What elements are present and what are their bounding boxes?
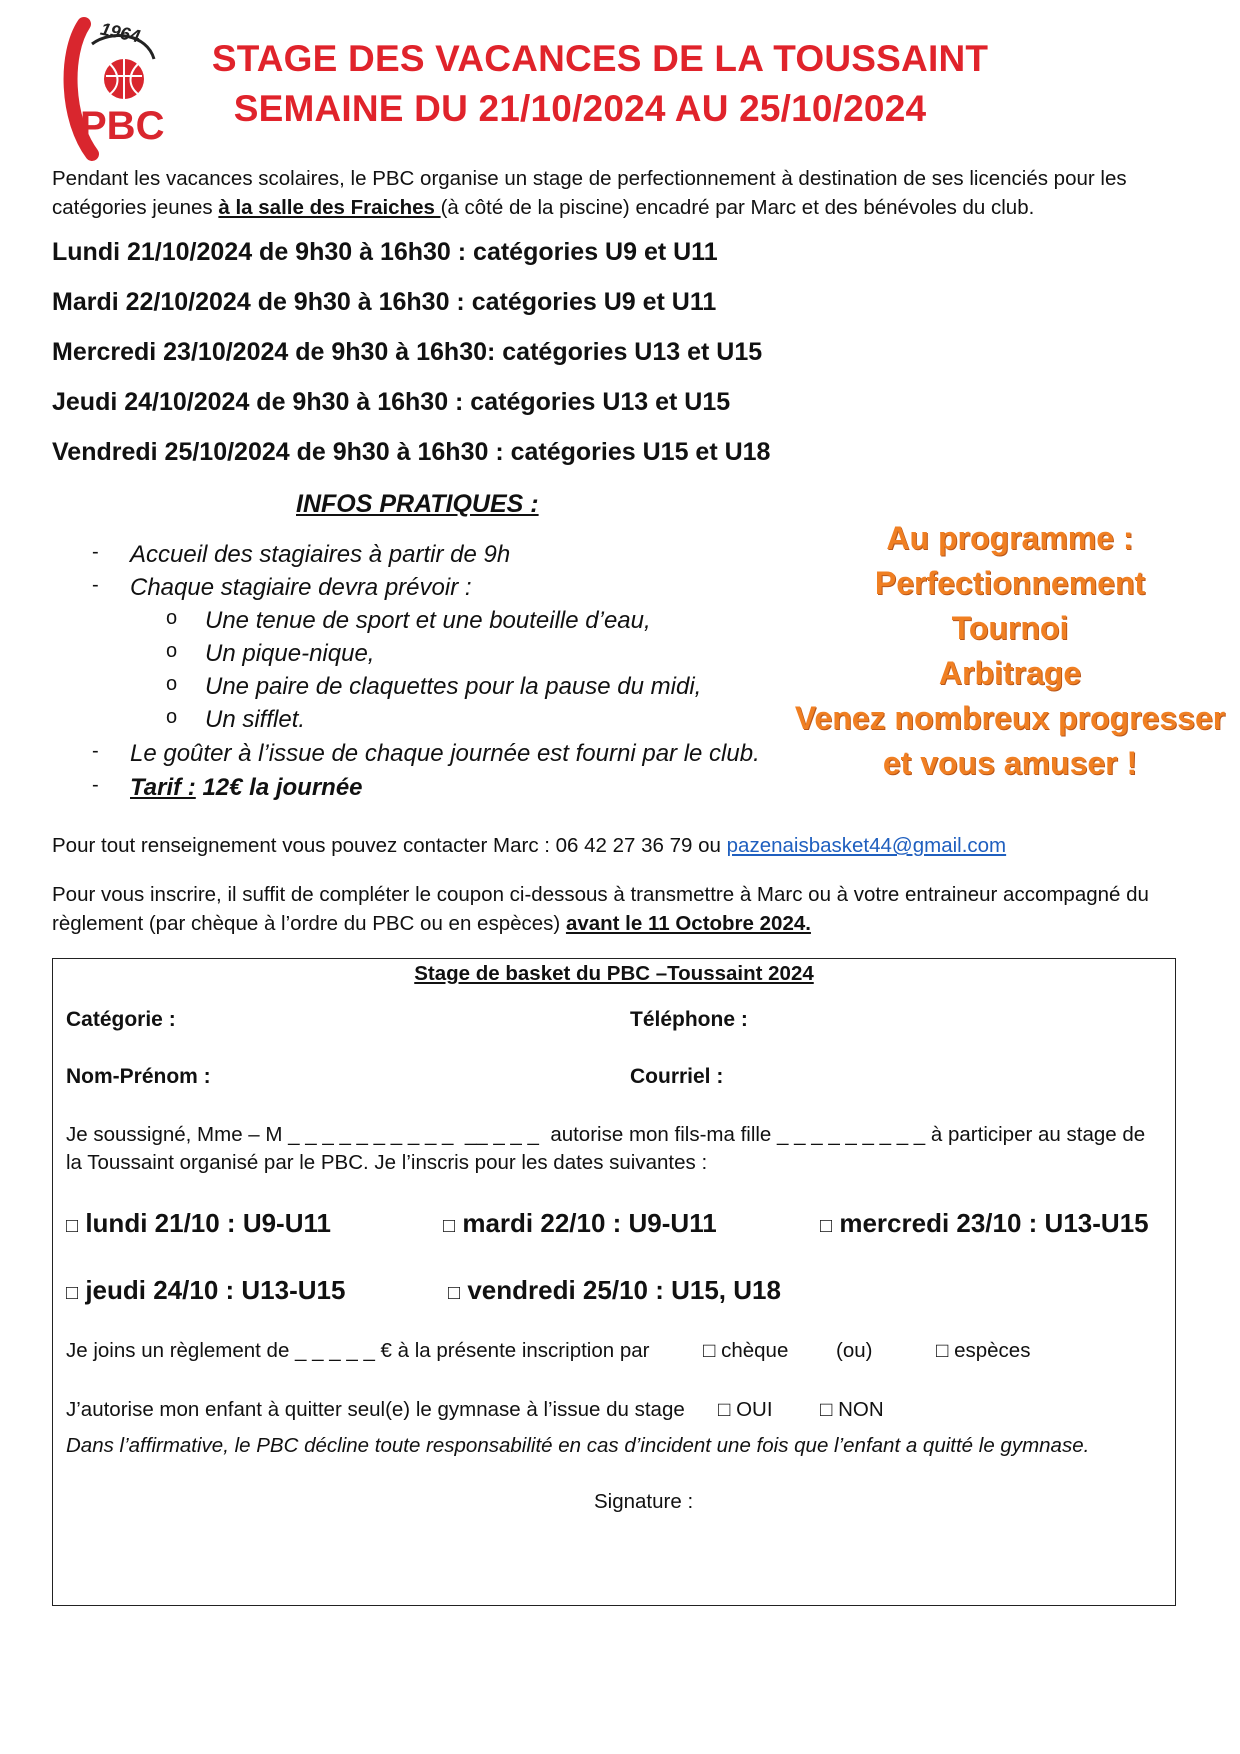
or-text: (ou): [836, 1339, 873, 1362]
soussigne-line-1: Je soussigné, Mme – M _ _ _ _ _ _ _ _ _ _ __ _ _ _ autorise mon fils-ma fille _ _ _ _ _ _ _ _ _ à participer au stage de: [66, 1123, 1146, 1146]
infos-sub-item: Une tenue de sport et une bouteille d’eau,: [205, 607, 651, 634]
list-item: [0, 574, 780, 604]
list-item: [0, 740, 780, 770]
checkbox-icon[interactable]: □: [936, 1339, 949, 1362]
disclaimer-text: Dans l’affirmative, le PBC décline toute responsabilité en cas d’incident une fois que l’enfant a quitté le gymnase.: [66, 1434, 1090, 1457]
option-non[interactable]: [820, 1398, 884, 1422]
promo-line: Venez nombreux progresser: [794, 700, 1226, 736]
promo-block: [780, 516, 1240, 786]
schedule-day-4: Jeudi 24/10/2024 de 9h30 à 16h30 : catégories U13 et U15: [52, 388, 731, 416]
logo-year: 1964: [98, 18, 142, 47]
checkbox-icon[interactable]: □: [820, 1398, 833, 1421]
contact-line: [52, 834, 1006, 858]
page-subtitle: SEMAINE DU 21/10/2024 AU 25/10/2024: [233, 88, 927, 129]
tarif-value: 12€ la journée: [195, 774, 363, 801]
circle-bullet: o: [166, 607, 178, 629]
list-item: [0, 673, 780, 703]
cheque-label: chèque: [721, 1339, 789, 1362]
checkbox-icon[interactable]: □: [443, 1215, 456, 1237]
schedule-day-1: Lundi 21/10/2024 de 9h30 à 16h30 : catégories U9 et U11: [52, 238, 718, 266]
option-oui[interactable]: [718, 1398, 773, 1422]
schedule-day-2: Mardi 22/10/2024 de 9h30 à 16h30 : catégories U9 et U11: [52, 288, 717, 316]
payment-option-especes[interactable]: [936, 1339, 1030, 1363]
soussigne-line-2: la Toussaint organisé par le PBC. Je l’inscris pour les dates suivantes :: [66, 1151, 708, 1174]
circle-bullet: o: [166, 706, 178, 728]
date-option-mardi[interactable]: [443, 1208, 717, 1239]
checkbox-icon[interactable]: □: [66, 1215, 79, 1237]
list-item: [0, 706, 780, 736]
payment-text: Je joins un règlement de _ _ _ _ _ € à la présente inscription par: [66, 1339, 650, 1362]
non-label: NON: [838, 1398, 884, 1421]
date-label: mardi 22/10 : U9-U11: [462, 1208, 717, 1238]
dash-bullet: -: [92, 740, 99, 762]
circle-bullet: o: [166, 640, 178, 662]
date-option-lundi[interactable]: [66, 1208, 331, 1239]
oui-label: OUI: [736, 1398, 773, 1421]
infos-heading: INFOS PRATIQUES :: [296, 490, 539, 518]
email-link[interactable]: pazenaisbasket44@gmail.com: [726, 834, 1007, 857]
date-label: mercredi 23/10 : U13-U15: [839, 1208, 1149, 1238]
infos-sub-item: Un sifflet.: [205, 706, 306, 733]
infos-item-arrival: Accueil des stagiaires à partir de 9h: [130, 541, 511, 568]
promo-line: Perfectionnement: [874, 565, 1146, 601]
date-label: lundi 21/10 : U9-U11: [85, 1208, 331, 1238]
intro-text-2: (à côté de la piscine) encadré par Marc et des bénévoles du club.: [440, 196, 1035, 219]
checkbox-icon[interactable]: □: [703, 1339, 716, 1362]
promo-line: et vous amuser !: [882, 745, 1138, 781]
date-option-mercredi[interactable]: [820, 1208, 1149, 1239]
infos-item-prepare: Chaque stagiaire devra prévoir :: [130, 574, 472, 601]
telephone-label: Téléphone :: [630, 1008, 748, 1031]
list-item: [0, 541, 780, 571]
list-item: [0, 640, 780, 670]
checkbox-icon[interactable]: □: [718, 1398, 731, 1421]
especes-label: espèces: [954, 1339, 1031, 1362]
infos-sub-item: Une paire de claquettes pour la pause du midi,: [205, 673, 702, 700]
checkbox-icon[interactable]: □: [66, 1282, 79, 1304]
inscription-paragraph: [52, 880, 1182, 938]
payment-option-cheque[interactable]: [703, 1339, 788, 1363]
logo-letters: PBC: [80, 104, 165, 148]
promo-line: Arbitrage: [938, 655, 1082, 691]
schedule-day-3: Mercredi 23/10/2024 de 9h30 à 16h30: catégories U13 et U15: [52, 338, 763, 366]
date-label: jeudi 24/10 : U13-U15: [85, 1275, 346, 1305]
date-option-vendredi[interactable]: [448, 1275, 781, 1306]
intro-text-1: Pendant les vacances scolaires, le PBC organise un stage de perfectionnement à destination de ses licenciés pour les catégories jeunes: [52, 167, 1127, 219]
intro-venue: à la salle des Fraiches: [218, 196, 441, 219]
infos-item-tarif: [130, 774, 363, 802]
courriel-label: Courriel :: [630, 1065, 724, 1088]
schedule-day-5: Vendredi 25/10/2024 de 9h30 à 16h30 : catégories U15 et U18: [52, 438, 771, 466]
promo-line: Au programme :: [886, 520, 1134, 556]
promo-line: Tournoi: [951, 610, 1069, 646]
tarif-label: Tarif :: [130, 774, 196, 801]
dash-bullet: -: [92, 541, 99, 563]
intro-paragraph: [52, 164, 1182, 222]
list-item: [0, 607, 780, 637]
categorie-label: Catégorie :: [66, 1008, 176, 1031]
checkbox-icon[interactable]: □: [820, 1215, 833, 1237]
infos-sub-item: Un pique-nique,: [205, 640, 375, 667]
date-option-jeudi[interactable]: [66, 1275, 345, 1306]
nom-prenom-label: Nom-Prénom :: [66, 1065, 211, 1088]
pbc-logo: [62, 14, 172, 164]
date-label: vendredi 25/10 : U15, U18: [467, 1275, 781, 1305]
infos-item-snack: Le goûter à l’issue de chaque journée est fourni par le club.: [130, 740, 760, 767]
checkbox-icon[interactable]: □: [448, 1282, 461, 1304]
inscription-deadline: avant le 11 Octobre 2024.: [565, 912, 811, 935]
circle-bullet: o: [166, 673, 178, 695]
inscription-text: Pour vous inscrire, il suffit de compléter le coupon ci-dessous à transmettre à Marc ou à votre entraineur accompagné du règlement (par chèque à l’ordre du PBC ou en espèces): [52, 883, 1149, 935]
list-item: [0, 774, 780, 804]
page-title: STAGE DES VACANCES DE LA TOUSSAINT: [211, 38, 989, 79]
dash-bullet: -: [92, 774, 99, 796]
autorise-text: J’autorise mon enfant à quitter seul(e) le gymnase à l’issue du stage: [66, 1398, 685, 1421]
dash-bullet: -: [92, 574, 99, 596]
signature-label: Signature :: [594, 1490, 694, 1513]
form-heading: Stage de basket du PBC –Toussaint 2024: [414, 962, 814, 985]
contact-text: Pour tout renseignement vous pouvez contacter Marc : 06 42 27 36 79 ou: [52, 834, 727, 857]
